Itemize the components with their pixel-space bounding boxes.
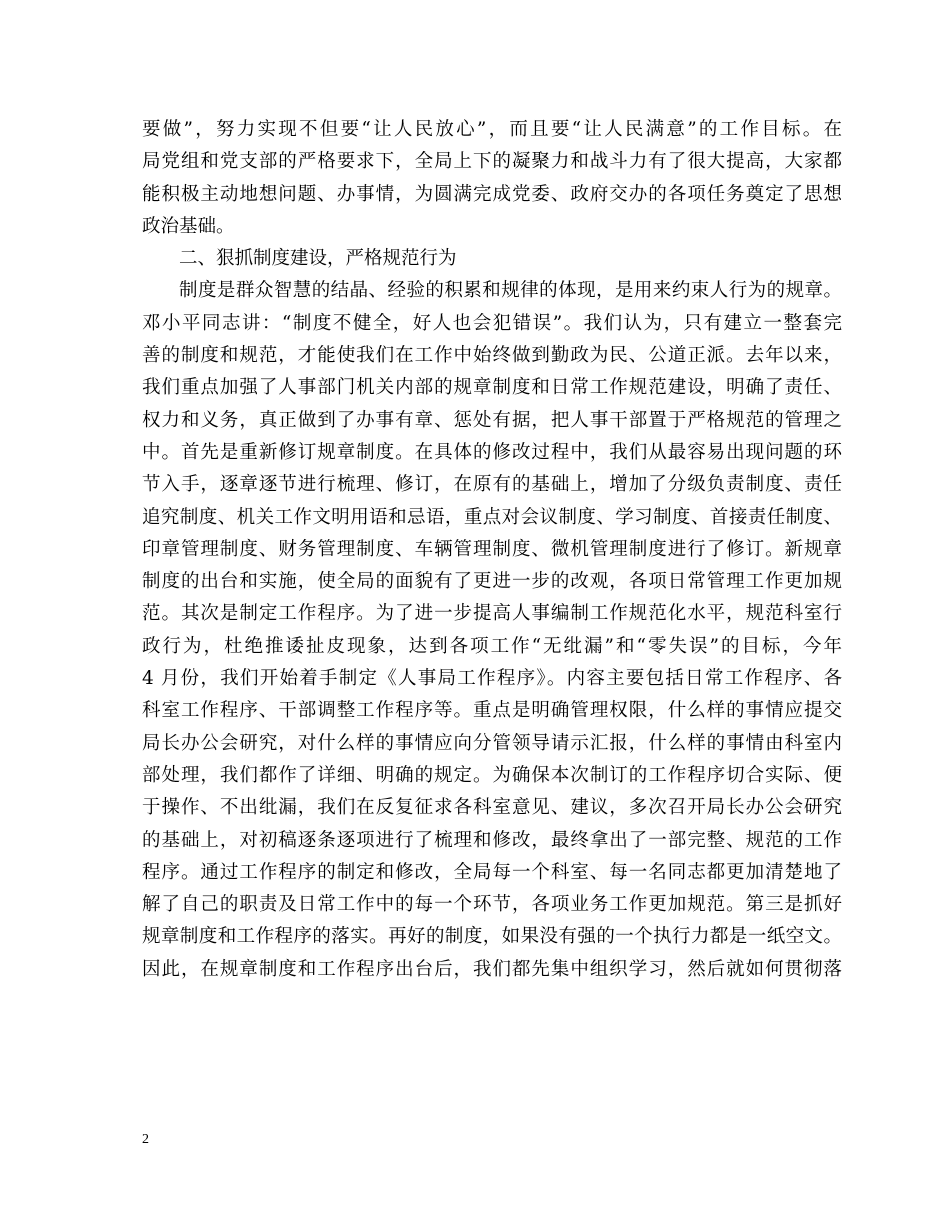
text-line: 能积极主动地想问题、办事情，为圆满完成党委、政府交办的各项任务奠定了思想 [142,183,842,205]
page-number: 2 [142,1132,149,1147]
body-text [142,114,842,986]
text-line: 科室工作程序、干部调整工作程序等。重点是明确管理权限，什么样的事情应提交 [142,700,842,722]
text-line: 因此，在规章制度和工作程序出台后，我们都先集中组织学习，然后就如何贯彻落 [142,958,842,980]
text-line: 政治基础。 [142,215,235,237]
text-line: 政行为，杜绝推诿扯皮现象，达到各项工作“无纰漏”和“零失误”的目标，今年 [142,635,842,657]
text-line: 我们重点加强了人事部门机关内部的规章制度和日常工作规范建设，明确了责任、 [142,377,842,399]
text-line: 局长办公会研究，对什么样的事情应向分管领导请示汇报，什么样的事情由科室内 [142,732,842,754]
text-line: 程序。通过工作程序的制定和修改，全局每一个科室、每一名同志都更加清楚地了 [142,861,842,883]
text-line: 解了自己的职责及日常工作中的每一个环节，各项业务工作更加规范。第三是抓好 [142,894,842,916]
text-line: 范。其次是制定工作程序。为了进一步提高人事编制工作规范化水平，规范科室行 [142,603,842,625]
text-line: 节入手，逐章逐节进行梳理、修订，在原有的基础上，增加了分级负责制度、责任 [142,474,842,496]
text-line: 部处理，我们都作了详细、明确的规定。为确保本次制订的工作程序切合实际、便 [142,764,842,786]
text-line: 要做”，努力实现不但要“让人民放心”，而且要“让人民满意”的工作目标。在 [142,119,842,140]
text-line: 制度是群众智慧的结晶、经验的积累和规律的体现，是用来约束人行为的规章。 [179,280,842,302]
text-line: 规章制度和工作程序的落实。再好的制度，如果没有强的一个执行力都是一纸空文。 [142,926,842,948]
text-line: 中。首先是重新修订规章制度。在具体的修改过程中，我们从最容易出现问题的环 [142,441,842,463]
text-line: 于操作、不出纰漏，我们在反复征求各科室意见、建议，多次召开局长办公会研究 [142,797,842,819]
text-line: 4 月份，我们开始着手制定《人事局工作程序》。内容主要包括日常工作程序、各 [142,668,842,690]
text-line: 制度的出台和实施，使全局的面貌有了更进一步的改观，各项日常管理工作更加规 [142,571,842,593]
text-line: 的基础上，对初稿逐条逐项进行了梳理和修改，最终拿出了一部完整、规范的工作 [142,829,842,851]
text-line: 权力和义务，真正做到了办事有章、惩处有据，把人事干部置于严格规范的管理之 [142,409,842,431]
text-line: 善的制度和规范，才能使我们在工作中始终做到勤政为民、公道正派。去年以来， [142,345,842,367]
text-line: 二、狠抓制度建设，严格规范行为 [179,248,457,270]
text-line: 局党组和党支部的严格要求下，全局上下的凝聚力和战斗力有了很大提高，大家都 [142,151,842,173]
text-line: 印章管理制度、财务管理制度、车辆管理制度、微机管理制度进行了修订。新规章 [142,538,842,560]
text-line: 追究制度、机关工作文明用语和忌语，重点对会议制度、学习制度、首接责任制度、 [142,506,842,528]
text-line: 邓小平同志讲：“制度不健全，好人也会犯错误”。我们认为，只有建立一整套完 [142,312,842,334]
